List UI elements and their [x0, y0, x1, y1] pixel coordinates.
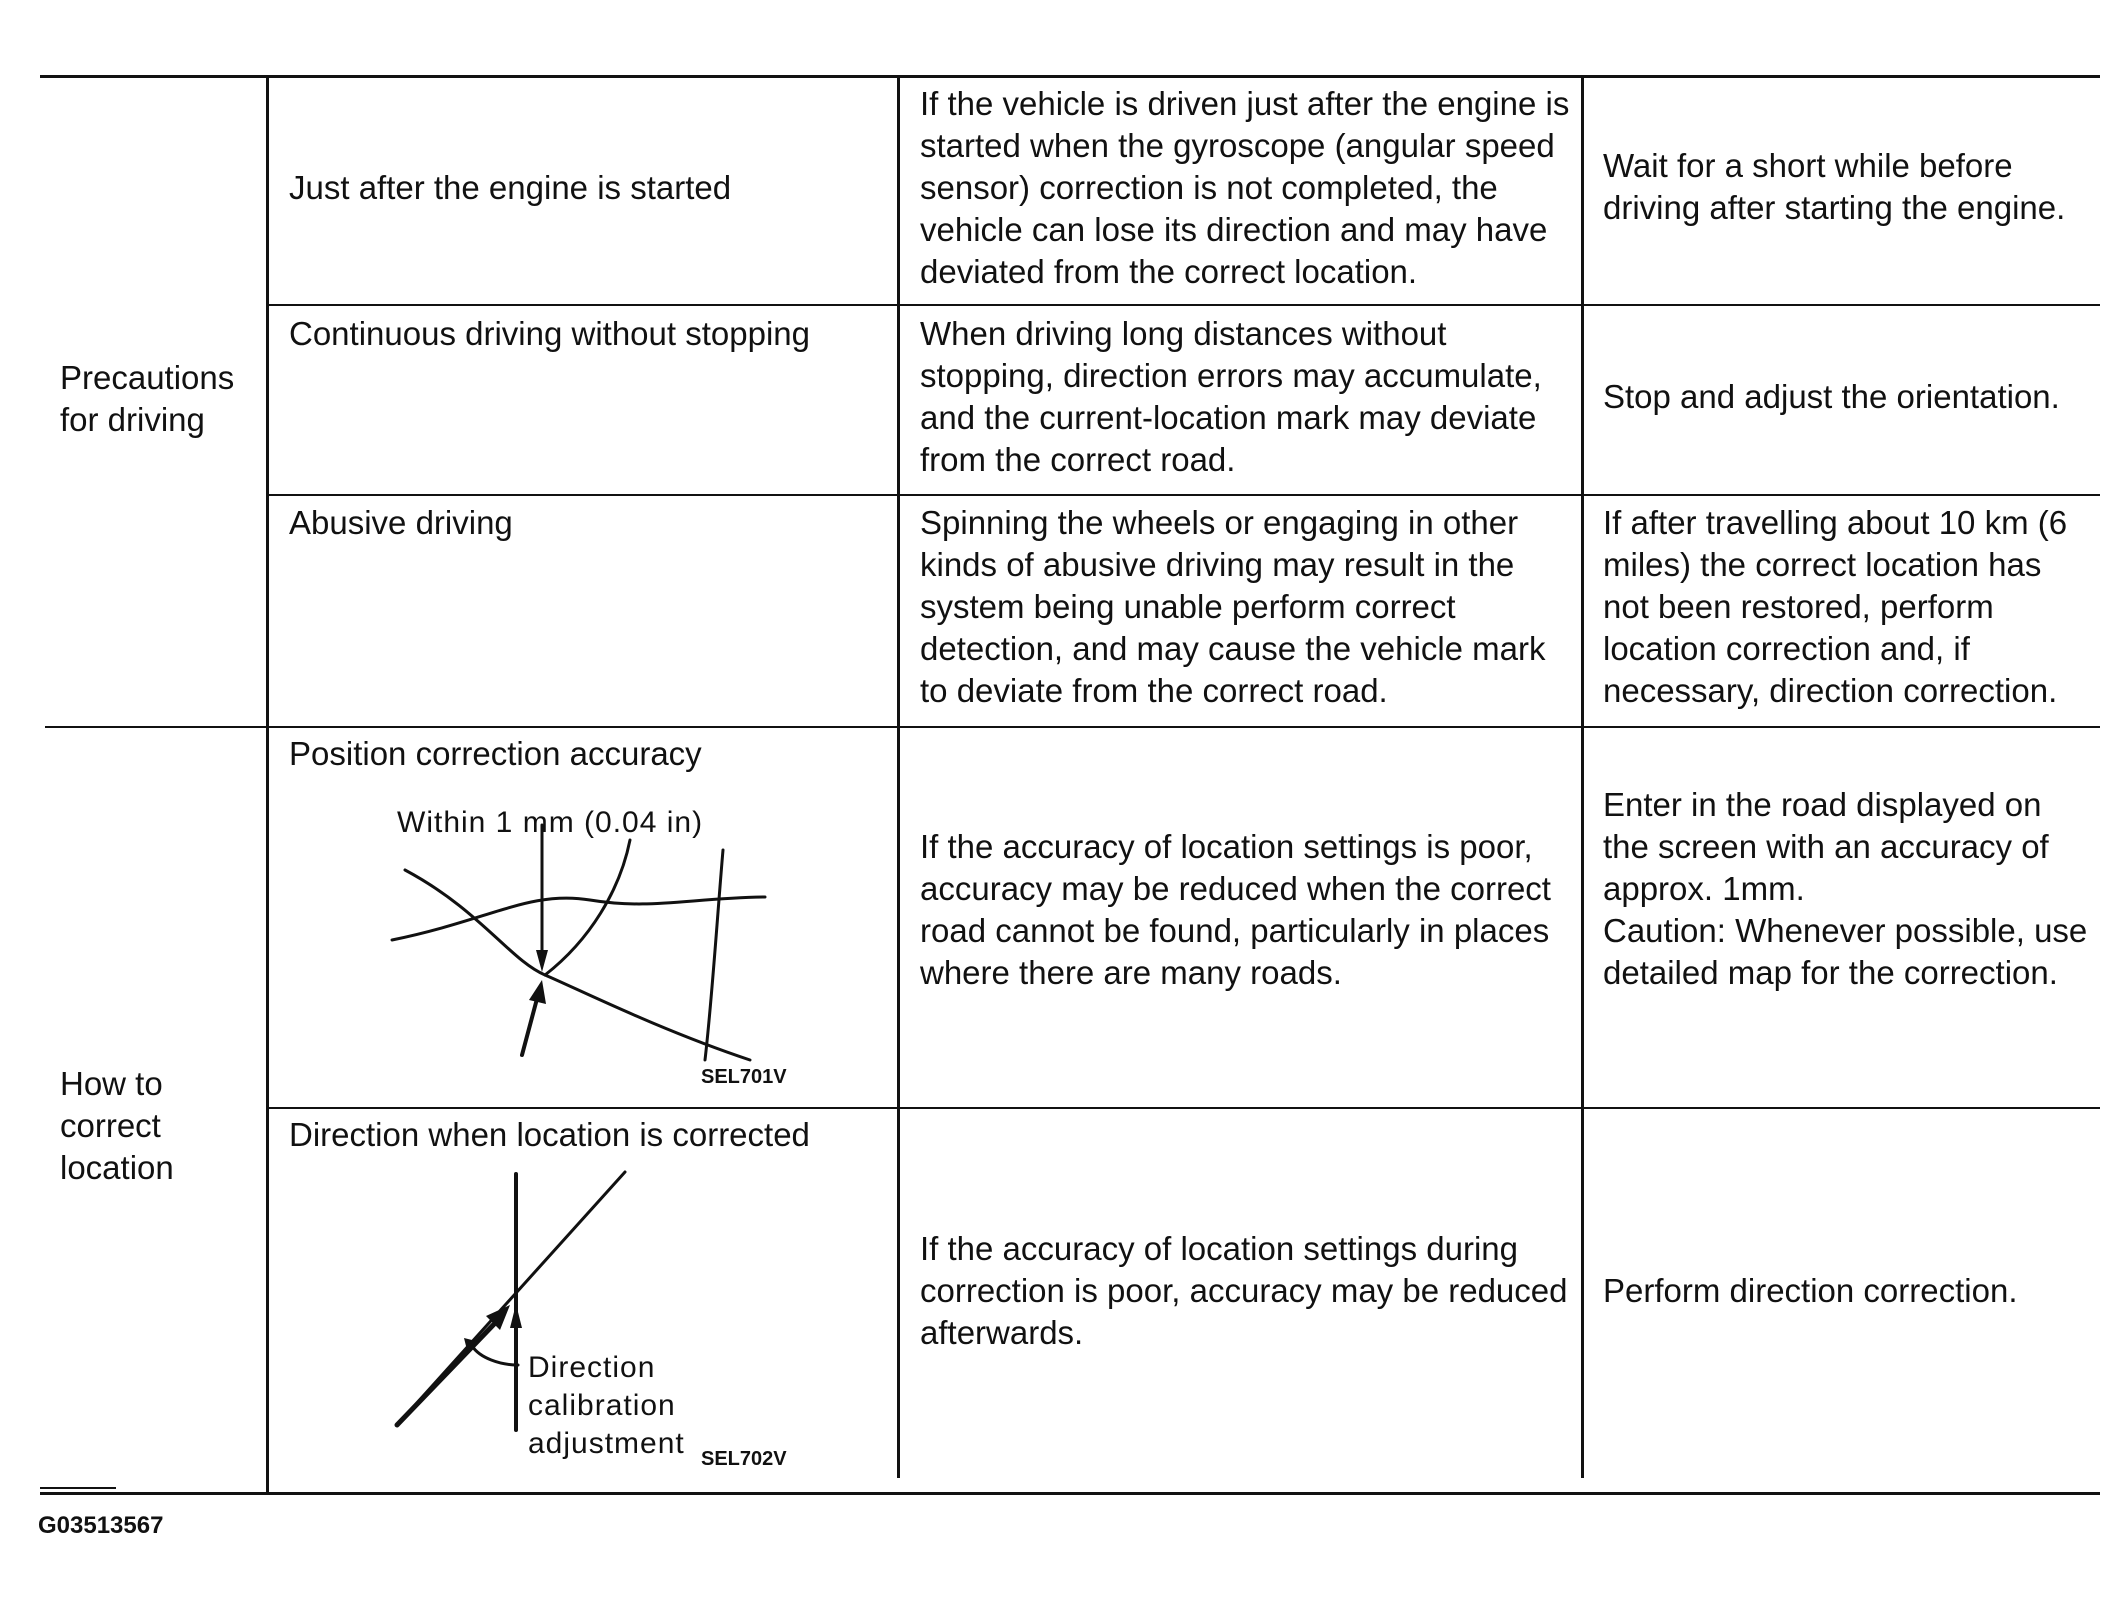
explanation-cell: When driving long distances without stopping, direction errors may accumulate, and the current-location mark may deviate from the correct road. [920, 315, 1542, 478]
road-line [545, 840, 630, 975]
column-divider [266, 78, 269, 1492]
pointer-arrowhead [536, 950, 548, 972]
remedy-cell: Perform direction correction. [1603, 1272, 2018, 1309]
figure-code: SEL702V [701, 1448, 787, 1470]
vehicle-arrowhead [529, 980, 546, 1004]
table-top-rule [40, 75, 2100, 78]
section-divider [45, 726, 2100, 728]
section-heading-precautions: Precautions for driving [60, 359, 235, 438]
explanation-cell: Spinning the wheels or engaging in other kinds of abusive driving may result in the system being unable perform correct detection, and may cause the vehicle mark to deviate from the correct road. [920, 504, 1546, 709]
table-bottom-rule [40, 1492, 2100, 1495]
footer-short-rule [40, 1487, 116, 1489]
figure-label: Direction calibration adjustment [528, 1351, 685, 1460]
section-heading-how-to-correct: How to correct location [60, 1065, 174, 1186]
condition-cell: Abusive driving [289, 504, 513, 541]
road-line [392, 897, 765, 940]
explanation-cell: If the accuracy of location settings is poor, accuracy may be reduced when the correct road cannot be found, particularly in places where there are many roads. [920, 828, 1551, 991]
column-divider [897, 78, 900, 1478]
rotation-arc [472, 1346, 518, 1365]
condition-cell: Position correction accuracy [289, 735, 702, 772]
remedy-cell: If after travelling about 10 km (6 miles) the correct location has not been restored, perform location correction and, if necessary, direction correction. [1603, 504, 2068, 709]
remedy-cell [1603, 784, 2093, 994]
vehicle-direction-line [522, 995, 538, 1055]
row-divider [266, 1107, 2100, 1109]
explanation-cell: If the accuracy of location settings during correction is poor, accuracy may be reduced afterwards. [920, 1230, 1568, 1351]
remedy-cell: Wait for a short while before driving after starting the engine. [1603, 147, 2066, 226]
condition-cell: Direction when location is corrected [289, 1116, 810, 1153]
remedy-cell: Stop and adjust the orientation. [1603, 378, 2060, 415]
figure-label: Within 1 mm (0.04 in) [397, 806, 704, 839]
position-correction-diagram [360, 800, 800, 1090]
remedy-text: Enter in the road displayed on the screen with an accuracy of approx. 1mm. [1603, 786, 2049, 907]
explanation-cell: If the vehicle is driven just after the engine is started when the gyroscope (angular speed sensor) correction is not completed, the vehicle can lose its direction and may have deviated from the correct location. [920, 85, 1570, 290]
condition-cell: Just after the engine is started [289, 169, 732, 206]
figure-code: SEL701V [701, 1066, 787, 1088]
caution-text: Caution: Whenever possible, use detailed map for the correction. [1603, 912, 2088, 991]
column-divider [1581, 78, 1584, 1478]
row-divider [266, 494, 2100, 496]
vehicle-direction-line [397, 1320, 498, 1425]
map-road-arrowhead [510, 1304, 522, 1328]
document-code: G03513567 [38, 1512, 164, 1539]
row-divider [266, 304, 2100, 306]
condition-cell: Continuous driving without stopping [289, 315, 810, 352]
road-line [705, 850, 723, 1060]
